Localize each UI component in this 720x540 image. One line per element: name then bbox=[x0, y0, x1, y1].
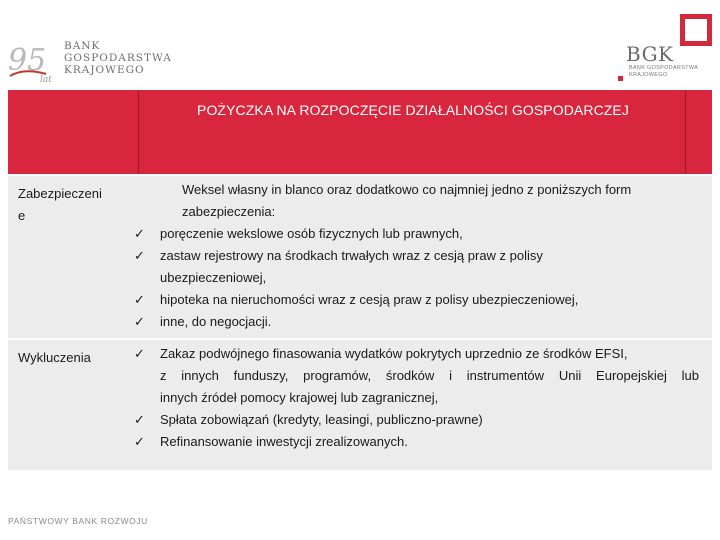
header-cell-left bbox=[8, 90, 139, 174]
checkmark-icon: ✓ bbox=[134, 226, 145, 241]
list-item-continuation: innych źródeł pomocy krajowej lub zagranicznej, bbox=[160, 390, 439, 405]
list-item bbox=[134, 311, 699, 333]
list-item-text: Refinansowanie inwestycji zrealizowanych. bbox=[160, 434, 408, 449]
list-item-text: Spłata zobowiązań (kredyty, leasingi, publiczno-prawne) bbox=[160, 412, 483, 427]
page-title: POŻYCZKA NA ROZPOCZĘCIE DZIAŁALNOŚCI GOSPODARCZEJ bbox=[197, 102, 629, 118]
left-logo-bank-name bbox=[64, 40, 172, 76]
row-label-line: Zabezpieczeni bbox=[18, 186, 102, 201]
list-item-continuation: ubezpieczeniowej, bbox=[160, 270, 267, 285]
table-row-exclusions bbox=[8, 340, 712, 470]
checkmark-icon: ✓ bbox=[134, 346, 145, 361]
list-item bbox=[134, 343, 699, 365]
bgk-subtitle bbox=[629, 65, 698, 78]
list-item-continuation bbox=[134, 365, 699, 387]
row-label-exclusions bbox=[18, 347, 118, 369]
list-item bbox=[134, 431, 699, 453]
svg-text:lat: lat bbox=[40, 75, 52, 84]
list-item-text: zastaw rejestrowy na środkach trwałych wraz z cesją praw z polisy bbox=[160, 248, 543, 263]
security-intro-line: zabezpieczenia: bbox=[182, 204, 276, 219]
bgk-subtitle-line-2: KRAJOWEGO bbox=[629, 71, 668, 78]
left-logo-line-1: BANK bbox=[64, 40, 101, 52]
anniversary-emblem-icon bbox=[6, 40, 62, 84]
checkmark-icon: ✓ bbox=[134, 434, 145, 449]
left-logo-line-3: KRAJOWEGO bbox=[64, 64, 145, 76]
table-header bbox=[8, 90, 712, 174]
bgk-abbreviation: BGK bbox=[626, 42, 674, 66]
footer-tagline: PAŃSTWOWY BANK ROZWOJU bbox=[8, 516, 148, 526]
bgk-95-logo bbox=[6, 36, 172, 86]
checkmark-icon: ✓ bbox=[134, 412, 145, 427]
security-intro-line: Weksel własny in blanco oraz dodatkowo co najmniej jedno z poniższych form bbox=[182, 182, 632, 197]
list-item bbox=[134, 289, 699, 311]
row-label-security bbox=[18, 183, 118, 227]
list-item-text: Zakaz podwójnego finasowania wydatków pokrytych uprzednio ze środków EFSI, bbox=[160, 346, 628, 361]
row-label-line: e bbox=[18, 208, 26, 223]
bgk-logo bbox=[614, 10, 714, 80]
list-item-text: hipoteka na nieruchomości wraz z cesją praw z polisy ubezpieczeniowej, bbox=[160, 292, 579, 307]
list-item bbox=[134, 223, 699, 245]
bgk-frame-icon bbox=[680, 14, 712, 46]
bgk-square-icon bbox=[618, 76, 623, 81]
row-content-exclusions bbox=[134, 343, 699, 453]
row-content-security bbox=[134, 179, 699, 333]
checkmark-icon: ✓ bbox=[134, 248, 145, 263]
list-item bbox=[134, 409, 699, 431]
list-item-text: z innych funduszy, programów, środków i instrumentów Unii Europejskiej lub bbox=[160, 368, 699, 383]
left-logo-line-2: GOSPODARSTWA bbox=[64, 52, 172, 64]
checkmark-icon: ✓ bbox=[134, 292, 145, 307]
bgk-subtitle-line-1: BANK GOSPODARSTWA bbox=[629, 65, 699, 71]
header-cell-right bbox=[685, 90, 712, 174]
list-item bbox=[134, 245, 699, 267]
table-row-security bbox=[8, 176, 712, 338]
list-item-text: poręczenie wekslowe osób fizycznych lub prawnych, bbox=[160, 226, 463, 241]
svg-text:95: 95 bbox=[8, 43, 47, 78]
row-label-line: Wykluczenia bbox=[18, 350, 91, 365]
checkmark-icon: ✓ bbox=[134, 314, 145, 329]
list-item-text: inne, do negocjacji. bbox=[160, 314, 272, 329]
